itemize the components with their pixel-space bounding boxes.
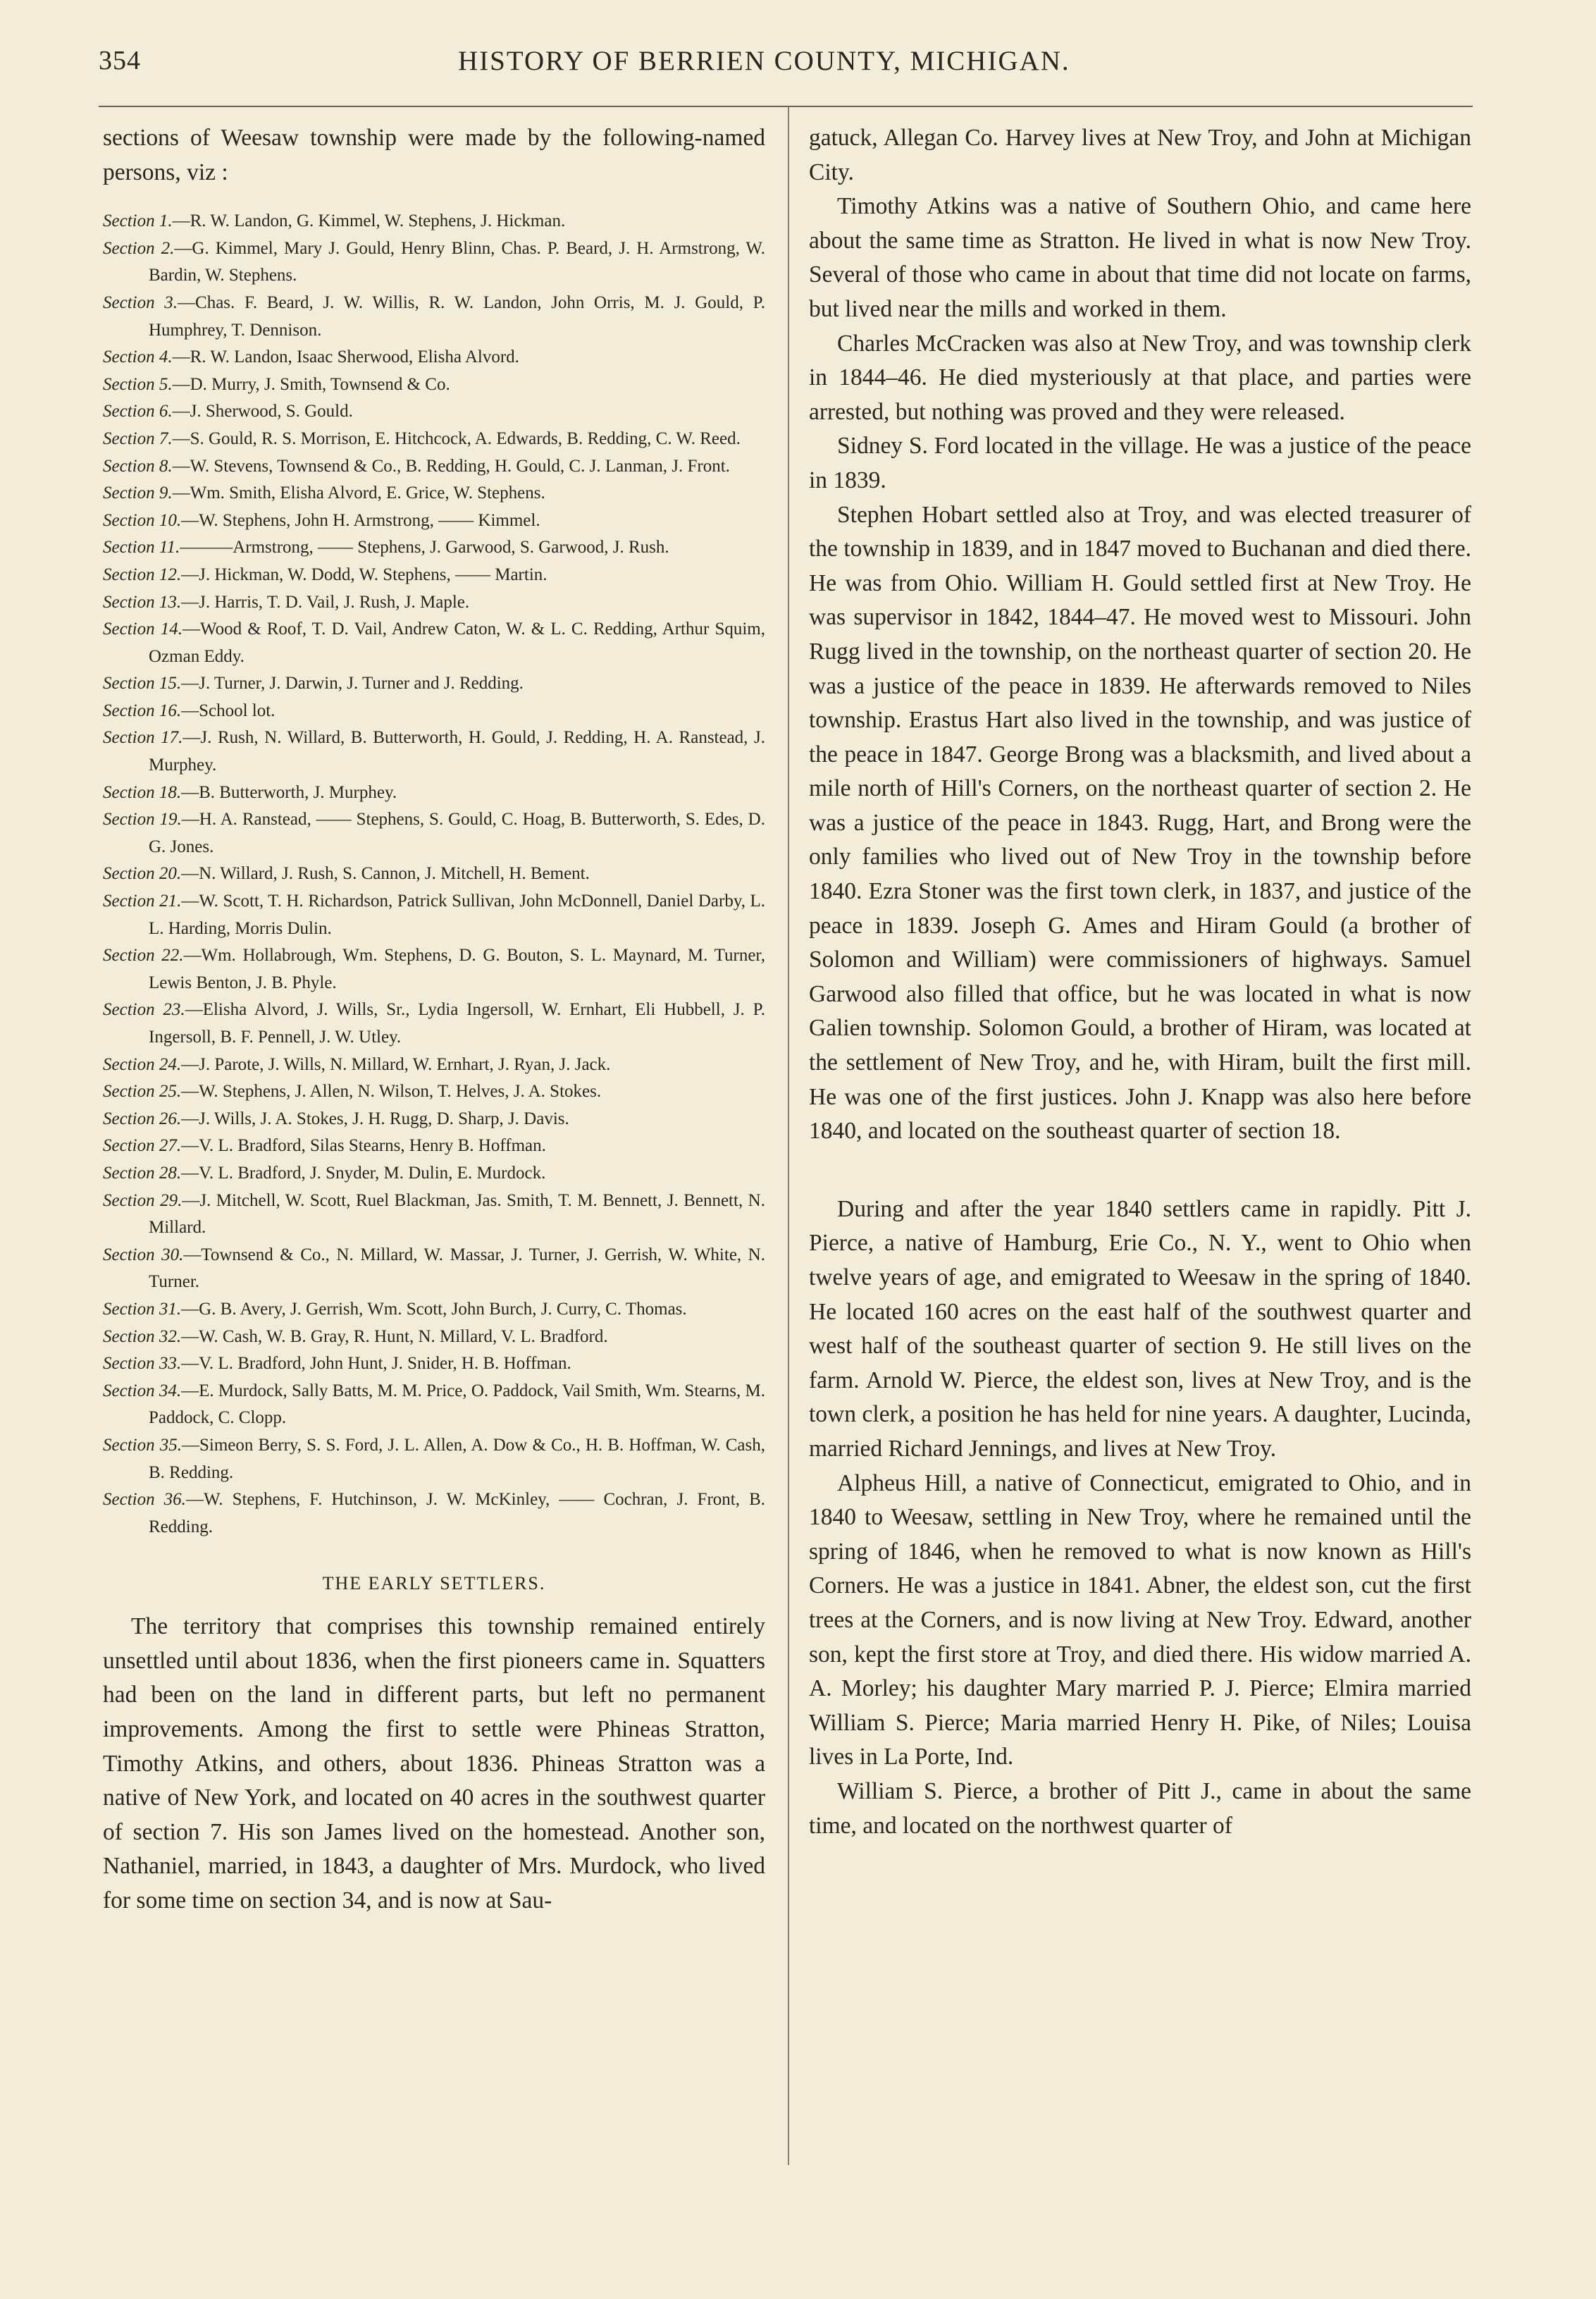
section-entry xyxy=(103,1296,765,1324)
section-entry xyxy=(103,997,765,1051)
section-entry xyxy=(103,1324,765,1351)
section-label: Section 32. xyxy=(103,1326,182,1346)
section-entry xyxy=(103,1188,765,1242)
left-column xyxy=(103,121,765,1918)
right-paragraphs-after xyxy=(809,1192,1471,1843)
section-owners: ———Armstrong, —— Stephens, J. Garwood, S. Garwood, J. Rush. xyxy=(180,538,669,557)
page-number: 354 xyxy=(99,46,141,75)
section-owners: —W. Stevens, Townsend & Co., B. Redding, H. Gould, C. J. Lanman, J. Front. xyxy=(172,456,730,476)
column-divider xyxy=(788,107,789,2165)
section-owners: —W. Stephens, John H. Armstrong, —— Kimmel. xyxy=(181,510,540,530)
section-label: Section 29. xyxy=(103,1190,183,1210)
section-entry xyxy=(103,942,765,997)
section-owners: —Wm. Hollabrough, Wm. Stephens, D. G. Bouton, S. L. Maynard, M. Turner, Lewis Benton, J. B. Phyle. xyxy=(149,946,765,992)
section-owners: —J. Parote, J. Wills, N. Millard, W. Ernhart, J. Ryan, J. Jack. xyxy=(181,1054,611,1074)
section-owners: —V. L. Bradford, Silas Stearns, Henry B. Hoffman. xyxy=(181,1136,546,1156)
body-paragraph: Charles McCracken was also at New Troy, and was township clerk in 1844–46. He died mysteriously at that place, and parties were arrested, but nothing was proved and they were released. xyxy=(809,330,1471,425)
section-label: Section 34. xyxy=(103,1381,182,1400)
section-label: Section 6. xyxy=(103,402,173,421)
section-label: Section 10. xyxy=(103,510,182,530)
section-entry xyxy=(103,589,765,617)
section-entry xyxy=(103,398,765,426)
body-paragraph: William S. Pierce, a brother of Pitt J., came in about the same time, and located on the northwest quarter of xyxy=(809,1777,1471,1839)
section-entry xyxy=(103,725,765,779)
section-label: Section 12. xyxy=(103,565,182,584)
section-list xyxy=(103,208,765,1541)
section-label: Section 20. xyxy=(103,864,182,884)
section-owners: —W. Scott, T. H. Richardson, Patrick Sullivan, John McDonnell, Daniel Darby, L. L. Harding, Morris Dulin. xyxy=(149,892,765,938)
section-owners: —J. Wills, J. A. Stokes, J. H. Rugg, D. Sharp, J. Davis. xyxy=(181,1109,569,1128)
section-entry xyxy=(103,806,765,861)
section-owners: —E. Murdock, Sally Batts, M. M. Price, O. Paddock, Vail Smith, Wm. Stearns, M. Paddock, C. Clopp. xyxy=(149,1381,765,1428)
body-paragraph: Sidney S. Ford located in the village. He was a justice of the peace in 1839. xyxy=(809,433,1471,493)
section-owners: —Townsend & Co., N. Millard, W. Massar, J. Turner, J. Gerrish, W. White, N. Turner. xyxy=(149,1245,765,1292)
section-owners: —W. Stephens, F. Hutchinson, J. W. McKinley, —— Cochran, J. Front, B. Redding. xyxy=(149,1490,765,1536)
section-label: Section 1. xyxy=(103,211,173,231)
section-label: Section 31. xyxy=(103,1299,182,1319)
section-label: Section 21. xyxy=(103,892,182,911)
section-entry xyxy=(103,453,765,481)
section-label: Section 28. xyxy=(103,1163,182,1183)
section-label: Section 26. xyxy=(103,1109,182,1128)
section-entry xyxy=(103,616,765,670)
body-paragraph: Stephen Hobart settled also at Troy, and was elected treasurer of the township in 1839, and in 1847 moved to Buchanan and died there. He was from Ohio. William H. Gould settled first at New Troy. He was supervisor in 1842, 1844–47. He moved west to Missouri. John Rugg lived in the township, on the northeast quarter of section 20. He was a justice of the peace in 1839. He afterwards removed to Niles township. Erastus Hart also lived in the township, and was justice of the peace in 1847. George Brong was a blacksmith, and lived about a mile north of Hill's Corners, on the northeast quarter of section 2. He was a justice of the peace in 1843. Rugg, Hart, and Brong were the only families who lived out of New Troy in the township before 1840. Ezra Stoner was the first town clerk, in 1837, and justice of the peace in 1839. Joseph G. Ames and Hiram Gould (a brother of Solomon and William) were commissioners of highways. Samuel Garwood also filled that office, but he was located in what is now Galien township. Solomon Gould, a brother of Hiram, was located at the settlement of New Troy, and he, with Hiram, built the first mill. He was one of the first justices. John J. Knapp was also here before 1840, and located on the southeast quarter of section 18. xyxy=(809,501,1471,1145)
section-owners: —R. W. Landon, Isaac Sherwood, Elisha Alvord. xyxy=(172,347,519,367)
body-paragraph: Alpheus Hill, a native of Connecticut, emigrated to Ohio, and in 1840 to Weesaw, settling in New Troy, where he remained until the spring of 1846, when he removed to what is now known as Hill's Corners. He was a justice in 1841. Abner, the eldest son, cut the first trees at the Corners, and is now living at New Troy. Edward, another son, kept the first store at Troy, and died there. His widow married A. A. Morley; his daughter Mary married P. J. Pierce; Elmira married William S. Pierce; Maria married Henry H. Pike, of Niles; Louisa lives in La Porte, Ind. xyxy=(809,1469,1471,1770)
section-label: Section 27. xyxy=(103,1136,182,1156)
section-owners: —J. Harris, T. D. Vail, J. Rush, J. Maple. xyxy=(181,592,470,612)
section-entry xyxy=(103,480,765,507)
section-label: Section 9. xyxy=(103,483,173,503)
section-owners: —J. Rush, N. Willard, B. Butterworth, H. Gould, J. Redding, H. A. Ranstead, J. Murphey. xyxy=(149,728,765,775)
section-owners: —School lot. xyxy=(181,701,276,720)
section-label: Section 30. xyxy=(103,1245,184,1264)
section-label: Section 4. xyxy=(103,347,173,367)
section-label: Section 16. xyxy=(103,701,182,720)
section-owners: —J. Hickman, W. Dodd, W. Stephens, —— Martin. xyxy=(181,565,548,584)
running-title: HISTORY OF BERRIEN COUNTY, MICHIGAN. xyxy=(458,46,1070,76)
section-owners: —S. Gould, R. S. Morrison, E. Hitchcock, A. Edwards, B. Redding, C. W. Reed. xyxy=(172,429,741,448)
section-entry xyxy=(103,507,765,535)
section-owners: —G. Kimmel, Mary J. Gould, Henry Blinn, Chas. P. Beard, J. H. Armstrong, W. Bardin, W. Stephens. xyxy=(149,238,765,285)
section-owners: —R. W. Landon, G. Kimmel, W. Stephens, J. Hickman. xyxy=(172,211,566,231)
section-entry xyxy=(103,208,765,235)
section-entry xyxy=(103,1106,765,1133)
section-owners: —B. Butterworth, J. Murphey. xyxy=(181,782,397,802)
section-heading: THE EARLY SETTLERS. xyxy=(322,1573,546,1594)
section-label: Section 24. xyxy=(103,1054,182,1074)
section-entry xyxy=(103,1052,765,1079)
right-column xyxy=(809,121,1471,1843)
section-entry xyxy=(103,426,765,453)
section-label: Section 5. xyxy=(103,374,173,394)
section-entry xyxy=(103,562,765,589)
section-entry xyxy=(103,1432,765,1486)
section-owners: —H. A. Ranstead, —— Stephens, S. Gould, C. Hoag, B. Butterworth, S. Edes, D. G. Jones. xyxy=(149,810,765,856)
section-owners: —W. Stephens, J. Allen, N. Wilson, T. Helves, J. A. Stokes. xyxy=(181,1082,602,1102)
section-entry xyxy=(103,670,765,698)
section-label: Section 2. xyxy=(103,238,175,258)
section-owners: —Wm. Smith, Elisha Alvord, E. Grice, W. Stephens. xyxy=(172,483,545,503)
section-entry xyxy=(103,1378,765,1432)
section-label: Section 36. xyxy=(103,1490,186,1510)
section-label: Section 33. xyxy=(103,1354,182,1374)
section-label: Section 11. xyxy=(103,538,180,557)
section-label: Section 23. xyxy=(103,1000,185,1020)
section-label: Section 14. xyxy=(103,620,183,639)
section-owners: —N. Willard, J. Rush, S. Cannon, J. Mitchell, H. Bement. xyxy=(181,864,590,884)
section-label: Section 15. xyxy=(103,674,182,694)
section-label: Section 7. xyxy=(103,429,173,448)
section-owners: —Wood & Roof, T. D. Vail, Andrew Caton, W. & L. C. Redding, Arthur Squim, Ozman Eddy. xyxy=(149,620,765,666)
body-paragraph: During and after the year 1840 settlers came in rapidly. Pitt J. Pierce, a native of Hamburg, Erie Co., N. Y., went to Ohio when twelve years of age, and emigrated to Weesaw in the spring of 1840. He located 160 acres on the east half of the southwest quarter and west half of the southeast quarter of section 9. He still lives on the farm. Arnold W. Pierce, the eldest son, lives at New Troy, and is the town clerk, a position he has held for nine years. A daughter, Lucinda, married Richard Jennings, and lives at New Troy. xyxy=(809,1195,1471,1462)
section-owners: —W. Cash, W. B. Gray, R. Hunt, N. Millard, V. L. Bradford. xyxy=(181,1326,608,1346)
section-owners: —D. Murry, J. Smith, Townsend & Co. xyxy=(172,374,450,394)
body-paragraph: Timothy Atkins was a native of Southern Ohio, and came here about the same time as Stratton. He lived in what is now New Troy. Several of those who came in about that time did not locate on farms, but lived near the mills and worked in them. xyxy=(809,193,1471,322)
section-owners: —V. L. Bradford, J. Snyder, M. Dulin, E. Murdock. xyxy=(181,1163,546,1183)
section-entry xyxy=(103,1160,765,1188)
section-entry xyxy=(103,344,765,371)
section-entry xyxy=(103,779,765,807)
section-label: Section 13. xyxy=(103,592,182,612)
section-entry xyxy=(103,290,765,344)
section-entry xyxy=(103,1486,765,1541)
right-paragraphs xyxy=(809,121,1471,1149)
settlers-paragraph: The territory that comprises this township remained entirely unsettled until about 1836, when the first pioneers came in. Squatters had been on the land in different parts, but left no permanent improvements. Among the first to settle were Phineas Stratton, Timothy Atkins, and others, about 1836. Phineas Stratton was a native of New York, and located on 40 acres in the southwest quarter of section 7. His son James lived on the homestead. Another son, Nathaniel, married, in 1843, a daughter of Mrs. Murdock, who lived for some time on section 34, and is now at Sau- xyxy=(103,1613,765,1914)
section-entry xyxy=(103,861,765,888)
paragraph-gap xyxy=(809,1149,1471,1192)
intro-paragraph: sections of Weesaw township were made by the following-named persons, viz : xyxy=(103,125,765,185)
section-owners: —Simeon Berry, S. S. Ford, J. L. Allen, A. Dow & Co., H. B. Hoffman, W. Cash, B. Redding. xyxy=(149,1435,765,1482)
section-entry xyxy=(103,534,765,562)
section-entry xyxy=(103,235,765,290)
section-owners: —J. Sherwood, S. Gould. xyxy=(172,402,353,421)
section-owners: —Elisha Alvord, J. Wills, Sr., Lydia Ingersoll, W. Ernhart, Eli Hubbell, J. P. Ingersoll, B. F. Pennell, J. W. Utley. xyxy=(149,1000,765,1047)
section-entry xyxy=(103,698,765,725)
section-label: Section 35. xyxy=(103,1435,182,1455)
section-entry xyxy=(103,1133,765,1160)
section-label: Section 17. xyxy=(103,728,183,748)
section-label: Section 25. xyxy=(103,1082,182,1102)
section-entry xyxy=(103,371,765,399)
section-owners: —Chas. F. Beard, J. W. Willis, R. W. Landon, John Orris, M. J. Gould, P. Humphrey, T. Dennison. xyxy=(149,292,766,340)
section-entry xyxy=(103,1242,765,1296)
section-owners: —V. L. Bradford, John Hunt, J. Snider, H. B. Hoffman. xyxy=(181,1354,571,1374)
section-entry xyxy=(103,1350,765,1378)
section-owners: —G. B. Avery, J. Gerrish, Wm. Scott, John Burch, J. Curry, C. Thomas. xyxy=(181,1299,687,1319)
section-label: Section 3. xyxy=(103,292,178,312)
section-entry xyxy=(103,888,765,942)
section-entry xyxy=(103,1078,765,1106)
section-label: Section 8. xyxy=(103,456,173,476)
section-label: Section 19. xyxy=(103,810,182,830)
page-header xyxy=(99,45,1508,87)
body-paragraph: gatuck, Allegan Co. Harvey lives at New Troy, and John at Michigan City. xyxy=(809,125,1471,185)
section-label: Section 22. xyxy=(103,946,184,966)
section-label: Section 18. xyxy=(103,782,182,802)
section-owners: —J. Mitchell, W. Scott, Ruel Blackman, Jas. Smith, T. M. Bennett, J. Bennett, N. Millard. xyxy=(149,1190,765,1238)
header-rule xyxy=(99,106,1473,107)
section-owners: —J. Turner, J. Darwin, J. Turner and J. Redding. xyxy=(181,674,524,694)
